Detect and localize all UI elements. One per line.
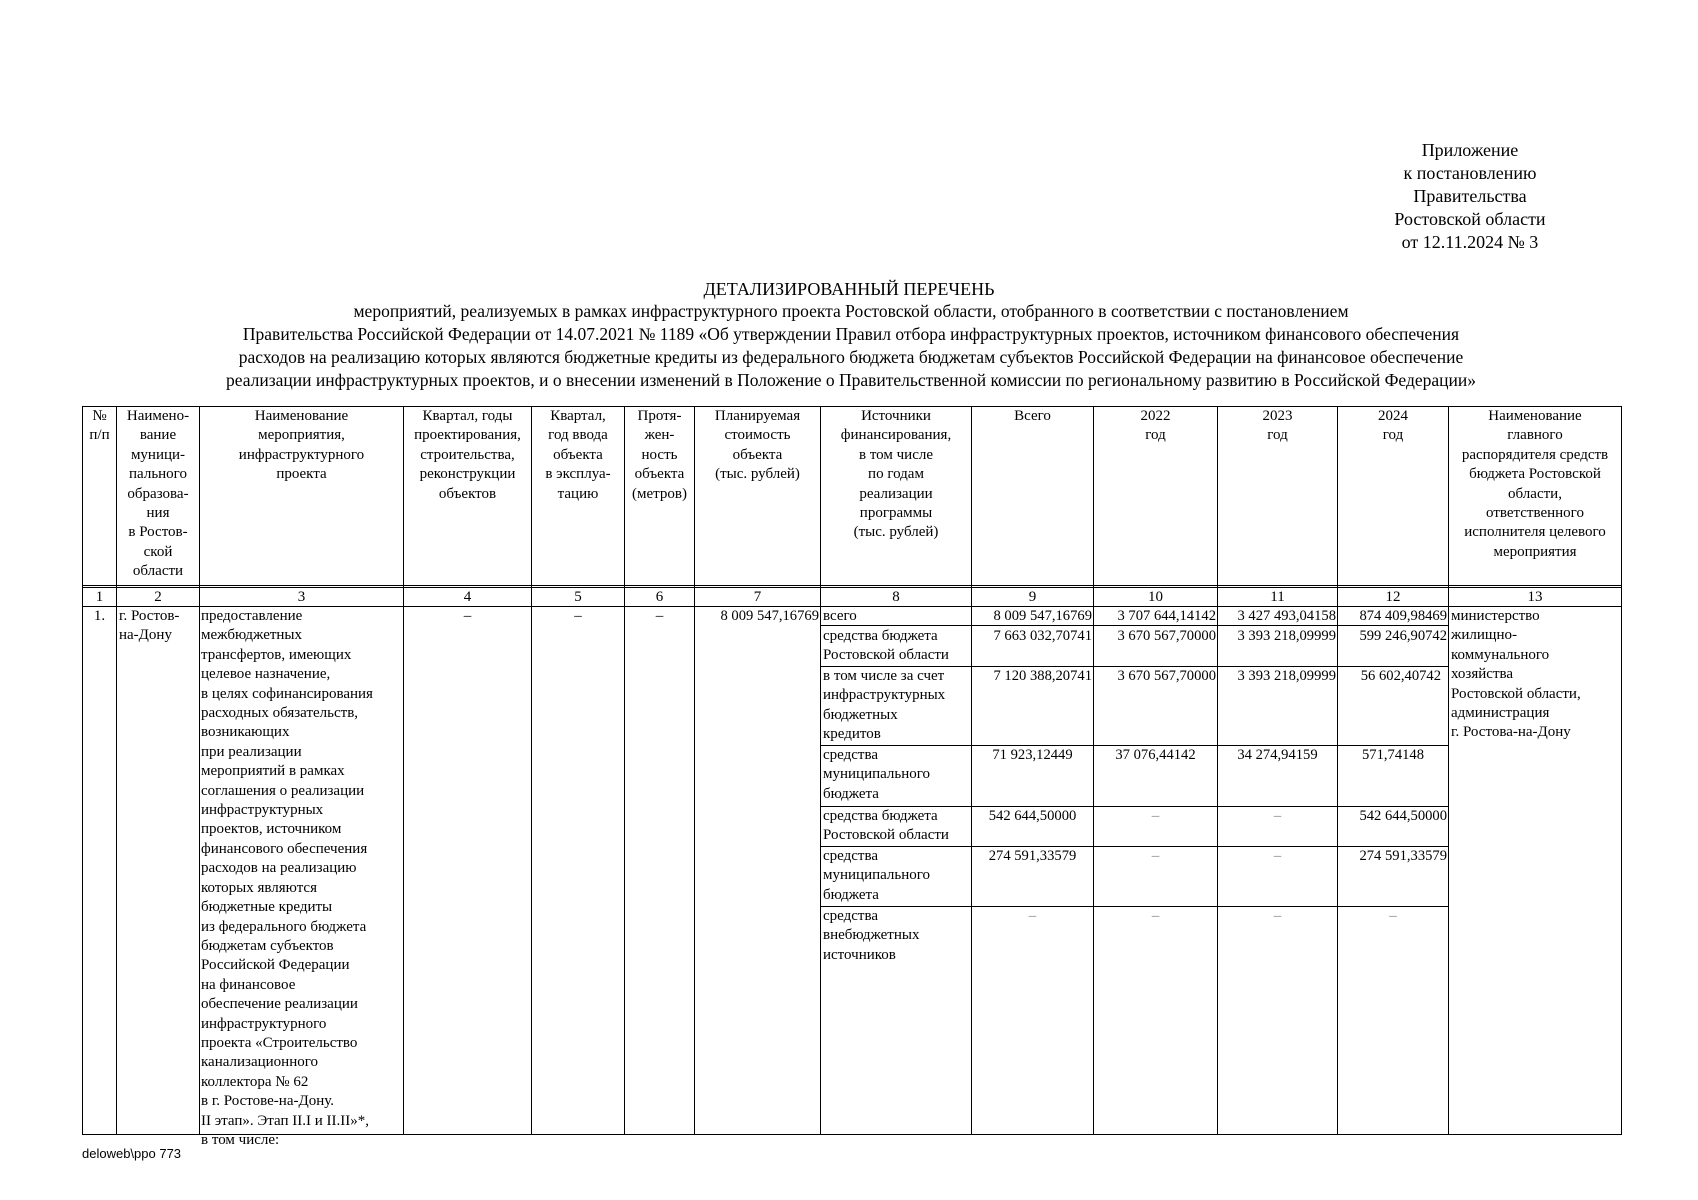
planned-cost-cell: 8 009 547,16769	[720, 608, 819, 624]
source-2024-value: 274 591,33579	[1359, 848, 1447, 864]
column-number: 13	[1527, 589, 1543, 605]
header-cell-total: Всего	[1014, 408, 1051, 424]
source-label-municipal-budget: средства муниципального бюджета	[823, 747, 931, 802]
subtitle-line: расходов на реализацию которых являются бюджетные кредиты из федерального бюджета бюджетам субъектов Российской Федерации на финансовое обеспечение	[238, 347, 1464, 367]
column-number: 7	[753, 589, 762, 605]
source-2023-value: 34 274,94159	[1237, 747, 1318, 763]
column-number: 3	[297, 589, 306, 605]
quarter-design-cell: –	[463, 608, 472, 624]
source-2024-value: –	[1389, 908, 1397, 924]
source-2024-value: 56 602,40742	[1360, 668, 1441, 684]
source-label-regional-budget: средства бюджета Ростовской области	[823, 628, 949, 664]
source-2022-value: –	[1151, 908, 1160, 924]
length-cell: –	[655, 608, 664, 624]
source-total-value: 274 591,33579	[988, 848, 1077, 864]
appendix-line: Ростовской области	[1394, 209, 1546, 229]
subtitle-line: Правительства Российской Федерации от 14.07.2021 № 1189 «Об утверждении Правил отбора инфраструктурных проектов, источником финансового обеспечения	[242, 324, 1460, 344]
subtitle-line: мероприятий, реализуемых в рамках инфраструктурного проекта Ростовской области, отобранного в соответствии с постановлением	[353, 301, 1349, 321]
document-subtitle	[60, 300, 1642, 392]
appendix-line: Приложение	[1421, 140, 1519, 160]
source-2023-value: 3 427 493,04158	[1237, 608, 1336, 624]
source-2022-value: 3 707 644,14142	[1117, 608, 1216, 624]
source-total-value: 7 663 032,70741	[993, 628, 1092, 644]
source-total-value: 542 644,50000	[988, 808, 1077, 824]
appendix-line: от 12.11.2024 № 3	[1401, 232, 1539, 252]
source-total-value: 7 120 388,20741	[993, 668, 1092, 684]
source-total-value: 71 923,12449	[992, 747, 1073, 763]
header-cell-2023: 2023 год	[1262, 408, 1293, 444]
column-number: 11	[1270, 589, 1285, 605]
municipality-cell: г. Ростов- на-Дону	[119, 608, 180, 644]
source-label-regional-budget: средства бюджета Ростовской области	[823, 808, 949, 844]
header-cell-responsible: Наименование главного распорядителя средств бюджета Ростовской области, ответственного исполнителя целевого мероприятия	[1461, 408, 1609, 560]
appendix-block	[1360, 139, 1580, 254]
source-2022-value: –	[1151, 848, 1160, 864]
source-2023-value: –	[1273, 808, 1282, 824]
appendix-line: Правительства	[1413, 186, 1527, 206]
header-cell-planned-cost: Планируемая стоимость объекта (тыс. рублей)	[714, 408, 801, 483]
source-2024-value: 542 644,50000	[1359, 808, 1447, 824]
document-title: ДЕТАЛИЗИРОВАННЫЙ ПЕРЕЧЕНЬ	[703, 279, 995, 299]
header-cell-municipality: Наимено- вание муници- пального образова- ния в Ростов- ской области	[126, 408, 190, 580]
source-total-value: 8 009 547,16769	[993, 608, 1092, 624]
header-cell-2024: 2024 год	[1378, 408, 1408, 444]
source-label-total: всего	[823, 608, 857, 624]
column-number: 5	[574, 589, 582, 605]
source-2022-value: –	[1151, 808, 1160, 824]
source-label-extrabudgetary: средства внебюджетных источников	[823, 908, 920, 963]
source-2023-value: 3 393 218,09999	[1237, 668, 1336, 684]
footer-doc-id: deloweb\ppo 773	[82, 1146, 182, 1161]
source-total-value: –	[1028, 908, 1037, 924]
column-number: 2	[154, 589, 162, 605]
column-number: 8	[892, 589, 900, 605]
column-number: 12	[1385, 589, 1401, 605]
subtitle-line: реализации инфраструктурных проектов, и о внесении изменений в Положение о Правительственной комиссии по региональному развитию в Российской Федерации»	[225, 370, 1477, 390]
source-2022-value: 37 076,44142	[1115, 747, 1196, 763]
header-cell-2022: 2022 год	[1140, 408, 1171, 444]
header-cell-project: Наименование мероприятия, инфраструктурного проекта	[238, 408, 365, 483]
header-cell-sources: Источники финансирования, в том числе по годам реализации программы (тыс. рублей)	[840, 408, 952, 541]
header-cell-quarter-commission: Квартал, год ввода объекта в эксплуа- тацию	[545, 408, 611, 502]
source-label-municipal-budget: средства муниципального бюджета	[823, 848, 931, 903]
header-cell-length: Протя- жен- ность объекта (метров)	[632, 408, 687, 502]
source-2024-value: 571,74148	[1361, 747, 1425, 763]
source-2024-value: 874 409,98469	[1359, 608, 1447, 624]
column-number: 6	[655, 589, 664, 605]
column-number: 1	[95, 589, 104, 605]
header-cell-number: № п/п	[89, 408, 110, 444]
responsible-cell: министерство жилищно- коммунального хозяйства Ростовской области, администрация г. Ростова-на-Дону	[1451, 608, 1581, 741]
source-2022-value: 3 670 567,70000	[1117, 628, 1216, 644]
source-2024-value: 599 246,90742	[1359, 628, 1447, 644]
row-number: 1.	[93, 608, 106, 624]
source-2023-value: –	[1273, 908, 1282, 924]
source-label-infrastructure-credits: в том числе за счет инфраструктурных бюджетных кредитов	[823, 668, 946, 743]
column-number: 4	[463, 589, 472, 605]
column-number: 10	[1148, 589, 1163, 605]
source-2023-value: –	[1273, 848, 1282, 864]
quarter-commission-cell: –	[574, 608, 582, 624]
source-2022-value: 3 670 567,70000	[1117, 668, 1216, 684]
column-number: 9	[1028, 589, 1037, 605]
appendix-line: к постановлению	[1403, 163, 1537, 183]
source-2023-value: 3 393 218,09999	[1237, 628, 1336, 644]
header-cell-quarter-design: Квартал, годы проектирования, строительства, реконструкции объектов	[414, 408, 521, 502]
project-description-cell: предоставление межбюджетных трансфертов, имеющих целевое назначение, в целях софинансирования расходных обязательств, возникающих при реализации мероприятий в рамках соглашения о реализации инфраструктурных проектов, источником финансового обеспечения расходов на реализацию которых являются бюджетные кредиты из федерального бюджета бюджетам субъектов Российской Федерации на финансовое обеспечение реализации инфраструктурного проекта «Строительство канализационного коллектора № 62 в г. Ростове-на-Дону. II этап». Этап II.I и II.II»*, в том числе:	[201, 608, 373, 1148]
